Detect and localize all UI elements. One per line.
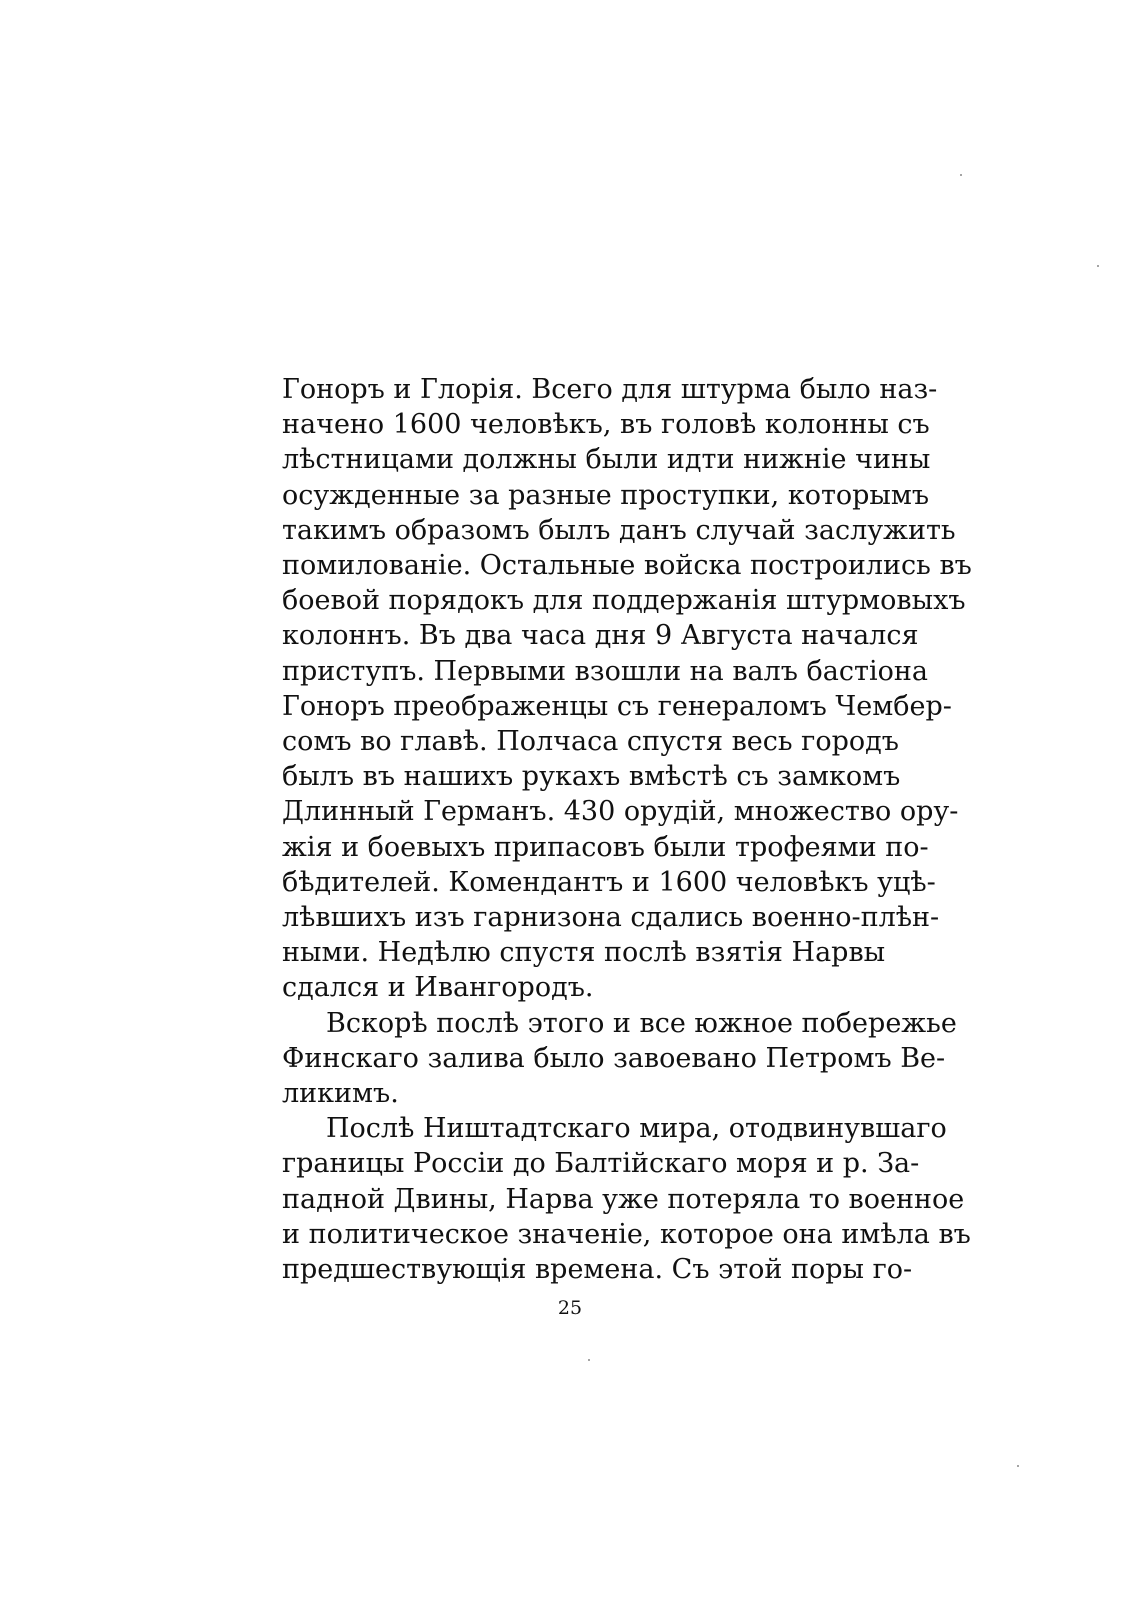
text-line: помилованіе. Остальные войска построились въ	[282, 550, 972, 582]
page-number: 25	[557, 1297, 583, 1319]
paragraph-2	[282, 1006, 957, 1112]
text-line: ными. Недѣлю спустя послѣ взятія Нарвы	[282, 937, 886, 969]
text-line: предшествующія времена. Съ этой поры го-	[282, 1254, 913, 1286]
text-line: жія и боевыхъ припасовъ были трофеями по-	[282, 831, 929, 863]
text-line: лѣстницами должны были идти нижніе чины	[282, 444, 931, 476]
text-line: падной Двины, Нарва уже потеряла то военное	[282, 1183, 965, 1215]
text-line: и политическое значеніе, которое она имѣла въ	[282, 1218, 971, 1250]
text-line: бѣдителей. Комендантъ и 1600 человѣкъ уцѣ-	[282, 866, 936, 898]
text-line: Гоноръ преображенцы съ генераломъ Чембер-	[282, 690, 952, 722]
body-text	[282, 372, 972, 1287]
text-line: былъ въ нашихъ рукахъ вмѣстѣ съ замкомъ	[282, 761, 901, 793]
scan-speck	[588, 1359, 590, 1361]
text-line: Вскорѣ послѣ этого и все южное побережье	[326, 1007, 957, 1039]
text-line: Гоноръ и Глорія. Всего для штурма было наз-	[282, 374, 938, 405]
text-line: Финскаго залива было завоевано Петромъ Ве-	[282, 1042, 946, 1074]
text-line: боевой порядокъ для поддержанія штурмовыхъ	[282, 585, 966, 617]
scan-speck	[1097, 265, 1099, 267]
text-line: Послѣ Ништадтскаго мира, отодвинувшаго	[326, 1113, 947, 1145]
scan-speck	[960, 174, 962, 176]
text-line: сомъ во главѣ. Полчаса спустя весь городъ	[282, 726, 899, 758]
text-line: колоннъ. Въ два часа дня 9 Августа начался	[282, 620, 919, 652]
text-line: осужденные за разные проступки, которымъ	[282, 479, 930, 511]
text-line: начено 1600 человѣкъ, въ головѣ колонны съ	[282, 409, 930, 441]
text-line: ликимъ.	[282, 1078, 399, 1110]
text-line: сдался и Ивангородъ.	[282, 972, 594, 1004]
text-line: Длинный Германъ. 430 орудій, множество ору-	[282, 796, 959, 828]
text-line: границы Россіи до Балтійскаго моря и р. За-	[282, 1148, 920, 1180]
paragraph-3	[282, 1111, 971, 1287]
text-line: такимъ образомъ былъ данъ случай заслужить	[282, 514, 956, 546]
scan-speck	[1017, 1465, 1019, 1467]
text-line: лѣвшихъ изъ гарнизона сдались военно-плѣн-	[282, 902, 940, 934]
paragraph-1	[282, 372, 972, 1006]
text-line: приступъ. Первыми взошли на валъ бастіона	[282, 655, 928, 687]
